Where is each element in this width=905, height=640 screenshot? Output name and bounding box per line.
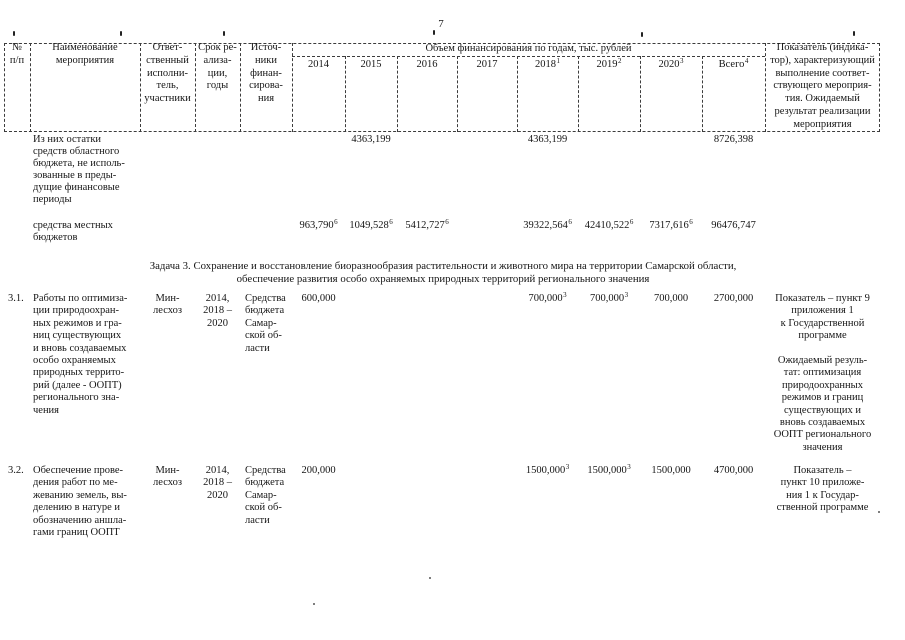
- text-line: Ответ-: [152, 42, 183, 53]
- text-line: рий (далее - ООПТ): [33, 379, 122, 391]
- footnote-marker: 3: [627, 463, 631, 471]
- amount-text: 2700,000: [713, 293, 754, 304]
- text-line: ственный: [146, 54, 189, 66]
- text-line: ской об-: [245, 502, 282, 514]
- amount-2019: [578, 293, 640, 305]
- expected-result: [765, 355, 880, 454]
- text-line: тия. Ожидаемый: [785, 93, 860, 105]
- scan-mark: [641, 32, 643, 37]
- text-line: средств областного: [33, 146, 120, 157]
- header-year-2018: [517, 57, 578, 72]
- text-line: ции,: [207, 67, 228, 79]
- text-line: Средства: [245, 465, 286, 476]
- footnote-marker: 4: [744, 57, 749, 65]
- amount-text: 7317,616: [649, 220, 689, 231]
- text-line: 2014,: [205, 293, 230, 304]
- text-line: Самар-: [245, 489, 277, 501]
- text-line: 2018 –: [203, 305, 232, 317]
- header-year-total: [702, 57, 765, 72]
- text-line: природных террито-: [33, 367, 125, 379]
- header-responsible: [140, 42, 195, 106]
- header-year-text: Всего: [718, 59, 745, 70]
- footnote-marker: 3: [624, 291, 629, 299]
- funding-source: [240, 465, 292, 527]
- amount-text: 8726,398: [713, 134, 754, 145]
- amount-2018: [517, 293, 578, 305]
- amount-2020: [640, 220, 702, 232]
- text-line: регионального зна-: [33, 392, 120, 404]
- header-year-2017: [457, 57, 517, 72]
- responsible-executor: [140, 465, 195, 490]
- text-line: Мин-: [155, 293, 180, 304]
- text-line: гами границ ООПТ: [33, 527, 120, 539]
- amount-2015: [345, 220, 397, 232]
- text-line: бюджета, не исполь-: [33, 158, 125, 169]
- header-year-text: 2017: [476, 59, 498, 70]
- text-line: мероприятия: [793, 118, 852, 130]
- footnote-marker: 6: [389, 218, 393, 226]
- amount-text: 200,000: [301, 465, 336, 476]
- text-line: участники: [144, 93, 191, 105]
- text-line: Срок ре-: [198, 42, 237, 53]
- text-line: Показатель (индика-: [776, 42, 869, 53]
- footnote-marker: 2: [618, 57, 622, 65]
- amount-2015: [345, 134, 397, 146]
- text-line: 2018 –: [203, 477, 232, 489]
- amount-total: [702, 220, 765, 232]
- text-line: исполни-: [147, 67, 188, 79]
- amount-text: 700,000: [589, 293, 625, 304]
- text-line: делению в натуре и: [33, 502, 121, 514]
- text-line: Показатель –: [793, 465, 852, 476]
- text-line: ники: [255, 54, 277, 66]
- row-label: [30, 220, 140, 245]
- text-line: Задача 3. Сохранение и восстановление биоразнообразия растительности и животного мира на территории Самарской области,: [149, 260, 737, 272]
- amount-2016: [397, 220, 457, 232]
- header-year-2015: [345, 57, 397, 72]
- text-line: Обеспечение прове-: [33, 465, 124, 476]
- row-number: 3.2.: [8, 465, 24, 476]
- text-line: особо охраняемых: [33, 355, 116, 367]
- amount-2018: [517, 134, 578, 146]
- text-line: Наименование: [52, 42, 118, 53]
- scan-mark: [13, 31, 15, 36]
- amount-text: 4363,199: [527, 134, 568, 145]
- footnote-marker: 6: [568, 218, 572, 226]
- amount-2014: [292, 220, 345, 232]
- header-year-2016: [397, 57, 457, 72]
- text-line: результат реализации: [774, 105, 871, 117]
- implementation-term: [195, 465, 240, 502]
- text-line: программе: [798, 330, 847, 342]
- text-line: приложения 1: [791, 305, 854, 317]
- amount-2019: [578, 465, 640, 477]
- row-label: [30, 134, 140, 206]
- text-line: жеванию земель, вы-: [33, 489, 127, 501]
- text-line: тор), характеризующий: [770, 54, 875, 66]
- page-number: 7: [438, 18, 444, 30]
- amount-total: [702, 293, 765, 305]
- text-line: лесхоз: [153, 305, 182, 317]
- footnote-marker: 6: [629, 218, 634, 226]
- scan-mark: [223, 31, 225, 36]
- text-line: ализа-: [203, 54, 232, 66]
- footnote-marker: 6: [445, 218, 449, 226]
- text-line: дущие финансовые: [33, 182, 120, 193]
- header-year-2019: [578, 57, 640, 72]
- amount-text: 963,790: [299, 220, 334, 231]
- amount-text: 4700,000: [713, 465, 754, 476]
- amount-2020: [640, 293, 702, 305]
- text-line: дения работ по ме-: [33, 477, 118, 489]
- text-line: периоды: [33, 194, 72, 205]
- amount-text: 1500,000: [651, 465, 691, 476]
- text-line: ных режимов и гра-: [33, 317, 122, 329]
- text-line: обозначению аншла-: [33, 514, 127, 526]
- scan-speck: [313, 603, 315, 605]
- text-line: существующих и: [784, 404, 861, 416]
- amount-2020: [640, 465, 702, 477]
- header-year-text: 2019: [596, 59, 618, 70]
- text-line: бюджета: [245, 477, 285, 489]
- text-line: средства местных: [33, 220, 113, 231]
- text-line: Мин-: [155, 465, 180, 476]
- amount-2014: [292, 465, 345, 477]
- text-line: ственной программе: [776, 502, 869, 514]
- text-line: ской об-: [245, 330, 282, 342]
- text-line: пункт 10 приложе-: [780, 477, 865, 489]
- task-3-heading: [4, 260, 882, 286]
- header-year-2014: [292, 57, 345, 72]
- text-line: ООПТ регионального: [773, 429, 872, 441]
- header-name: [30, 42, 140, 68]
- activity-name: [30, 465, 140, 539]
- amount-2014: [292, 293, 345, 305]
- text-line: 2020: [207, 317, 228, 329]
- responsible-executor: [140, 293, 195, 318]
- text-line: 2014,: [205, 465, 230, 476]
- text-line: ния: [257, 93, 275, 105]
- amount-text: 4363,199: [351, 134, 391, 145]
- amount-2019: [578, 220, 640, 232]
- text-line: Ожидаемый резуль-: [777, 355, 868, 367]
- amount-2018: [517, 465, 578, 477]
- text-line: Из них остатки: [33, 134, 102, 145]
- text-line: ции природоохран-: [33, 305, 120, 317]
- text-line: мероприятия: [55, 54, 115, 66]
- implementation-term: [195, 293, 240, 330]
- text-line: чения: [33, 404, 60, 416]
- amount-text: 96476,747: [711, 220, 756, 231]
- amount-total: [702, 134, 765, 146]
- text-line: сирова-: [249, 80, 283, 92]
- indicator-reference: [765, 465, 880, 515]
- amount-text: 5412,727: [405, 220, 445, 231]
- text-line: вновь создаваемых: [779, 417, 866, 429]
- header-year-text: 2016: [416, 59, 438, 70]
- footnote-marker: 3: [565, 463, 570, 471]
- indicator-cell: [765, 465, 880, 515]
- text-line: ласти: [245, 342, 270, 354]
- text-line: зованные в преды-: [33, 170, 117, 181]
- footnote-marker: 1: [556, 57, 560, 65]
- amount-text: 600,000: [301, 293, 336, 304]
- indicator-reference: [765, 293, 880, 343]
- header-year-text: 2018: [535, 59, 556, 70]
- text-line: Показатель – пункт 9: [775, 293, 870, 304]
- header-funding-title: Объем финансирования по годам, тыс. рублей: [425, 42, 632, 54]
- text-line: к Государственной: [780, 317, 865, 329]
- scan-mark: [433, 30, 435, 35]
- header-num: [4, 42, 30, 68]
- row-number: 3.1.: [8, 293, 24, 304]
- amount-text: 1500,000: [525, 465, 566, 476]
- header-year-text: 2020: [658, 59, 680, 70]
- header-year-2020: [640, 57, 702, 72]
- indicator-cell: [765, 293, 880, 454]
- header-term: [195, 42, 240, 93]
- amount-text: 1500,000: [587, 465, 627, 476]
- amount-text: 700,000: [653, 293, 689, 304]
- header-year-text: 2015: [360, 59, 382, 70]
- scan-speck: [429, 577, 431, 579]
- text-line: годы: [206, 80, 229, 92]
- amount-text: 42410,522: [584, 220, 630, 231]
- header-indicator: [765, 42, 880, 132]
- text-line: ния 1 к Государ-: [786, 489, 859, 501]
- text-line: Источ-: [250, 42, 282, 53]
- text-line: финан-: [250, 67, 282, 79]
- text-line: бюджетов: [33, 232, 78, 244]
- text-line: тат: оптимизация: [783, 367, 862, 379]
- amount-2018: [517, 220, 578, 232]
- activity-name: [30, 293, 140, 417]
- text-line: №: [11, 42, 23, 53]
- amount-text: 39322,564: [523, 220, 568, 231]
- amount-text: 700,000: [528, 293, 563, 304]
- amount-text: 1049,528: [349, 220, 389, 231]
- text-line: тель,: [156, 80, 179, 92]
- text-line: Самар-: [245, 317, 277, 329]
- scan-mark: [120, 31, 122, 36]
- text-line: ниц существующих: [33, 330, 122, 342]
- header-year-text: 2014: [308, 59, 329, 70]
- text-line: ствующего мероприя-: [773, 80, 872, 92]
- text-line: 2020: [207, 489, 228, 501]
- footnote-marker: 3: [680, 57, 684, 65]
- text-line: значения: [802, 441, 843, 453]
- text-line: бюджета: [245, 305, 285, 317]
- text-line: режимов и границ: [781, 392, 864, 404]
- text-line: природоохранных: [782, 379, 863, 391]
- header-sources: [240, 42, 292, 106]
- text-line: Средства: [245, 293, 286, 304]
- footnote-marker: 3: [563, 291, 567, 299]
- text-line: п/п: [9, 54, 25, 66]
- scan-mark: [853, 31, 855, 36]
- text-line: обеспечение развития особо охраняемых природных территорий регионального значения: [236, 272, 650, 285]
- amount-total: [702, 465, 765, 477]
- text-line: и вновь создаваемых: [33, 342, 127, 354]
- funding-source: [240, 293, 292, 355]
- text-line: ласти: [245, 514, 270, 526]
- text-line: Работы по оптимиза-: [33, 293, 128, 304]
- footnote-marker: 6: [689, 218, 693, 226]
- text-line: выполнение соответ-: [775, 67, 870, 79]
- footnote-marker: 6: [334, 218, 338, 226]
- text-line: лесхоз: [153, 477, 182, 489]
